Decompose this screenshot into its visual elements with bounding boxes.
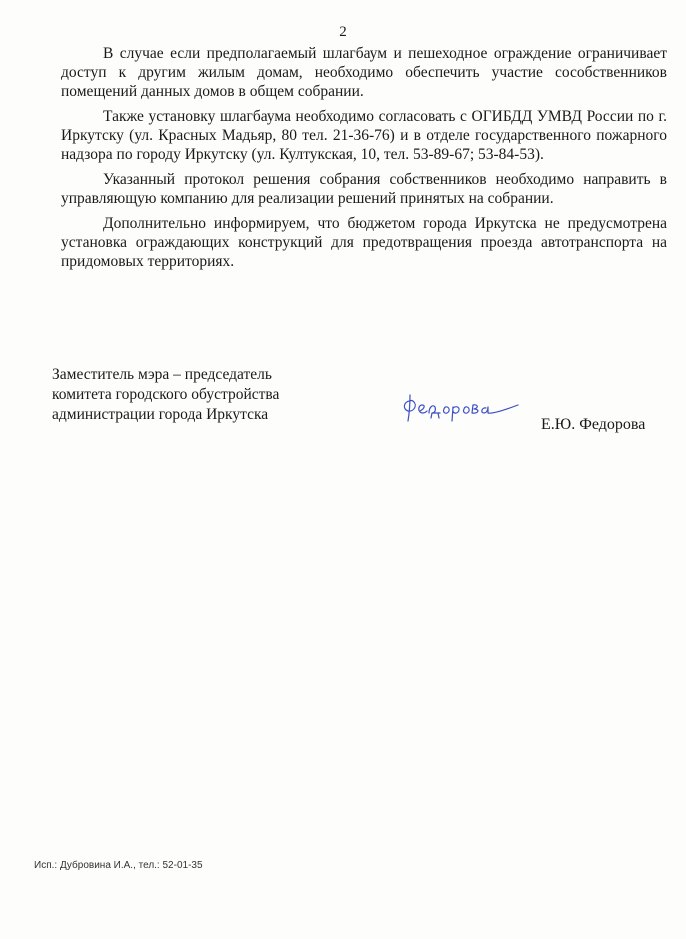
page-number: 2 [339,24,347,40]
signer-title-line: администрации города Иркутска [52,406,269,423]
handwritten-signature [402,387,522,427]
signer-title-line: Заместитель мэра – председатель [52,366,272,383]
paragraph-protocol-submission: Указанный протокол решения собрания собственников необходимо направить в управляющую компанию для реализации решений принятых на собрании. [61,171,667,207]
paragraph-approval-requirement: Также установку шлагбаума необходимо согласовать с ОГИБДД УМВД России по г. Иркутску (ул. Красных Мадьяр, 80 тел. 21-36-76) и в отделе государственного пожарного надзора по городу Иркутску (ул. Култукская, 10, тел. 53-89-67; 53-84-53). [61,108,667,163]
letter-body [61,44,667,271]
executor-contact: Исп.: Дубровина И.А., тел.: 52-01-35 [34,860,203,871]
paragraph-consent-requirement: В случае если предполагаемый шлагбаум и пешеходное ограждение ограничивает доступ к другим жилым домам, необходимо обеспечить участие сособственников помещений данных домов в общем собрании. [61,45,667,100]
signer-title [52,365,352,425]
signer-title-line: комитета городского обустройства [52,386,280,403]
paragraph-budget-notice: Дополнительно информируем, что бюджетом города Иркутска не предусмотрена установка ограждающих конструкций для предотвращения проезда автотранспорта на придомовых территориях. [61,215,667,270]
signature-block [52,365,672,445]
signer-name: Е.Ю. Федорова [541,416,646,433]
